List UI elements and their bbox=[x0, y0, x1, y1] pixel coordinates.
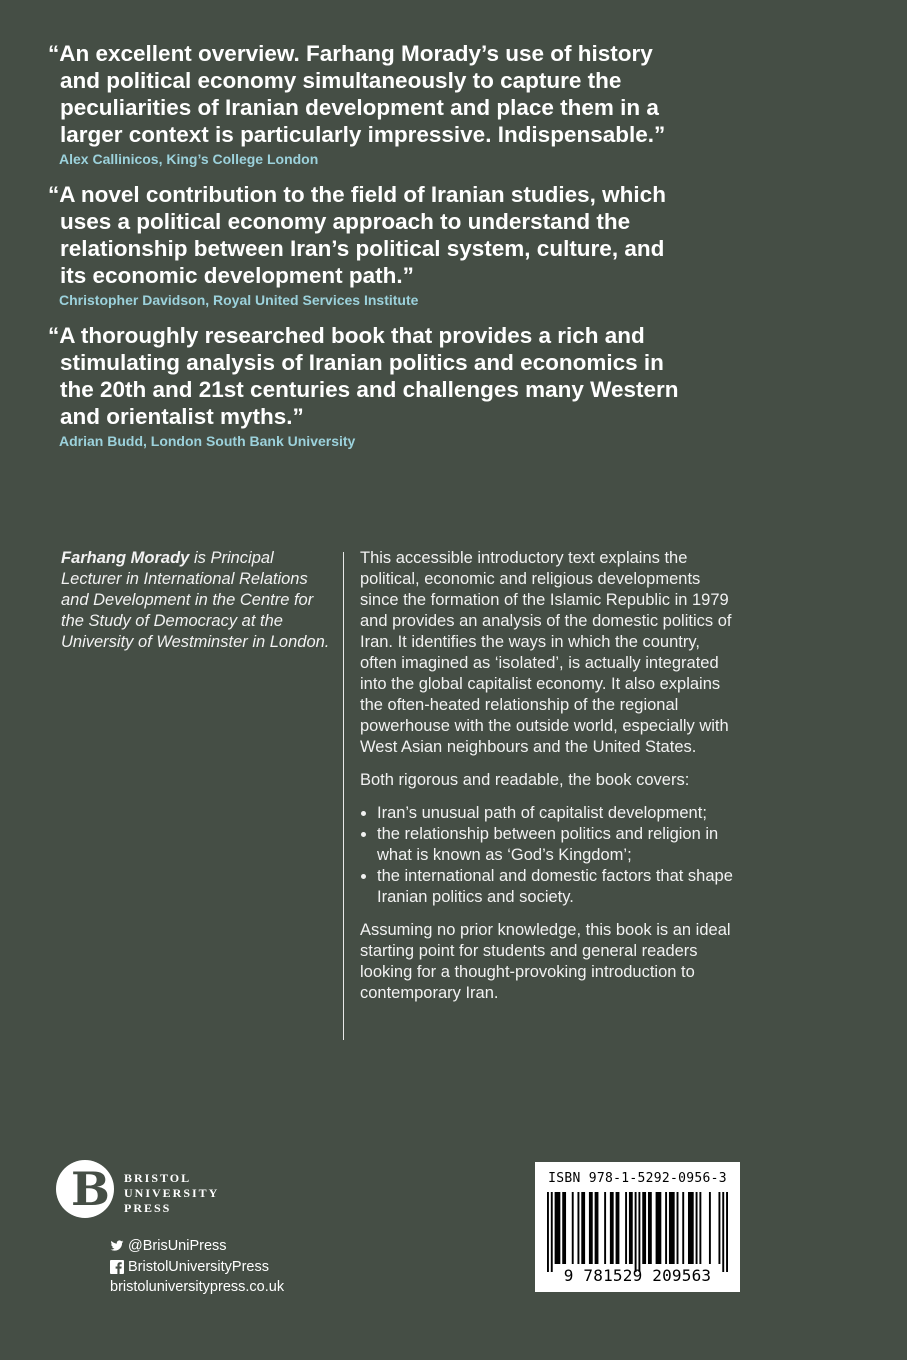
quote-text: “A thoroughly researched book that provides a rich and stimulating analysis of Iranian politics and economics in the 20th and 21st centuries and challenges many Western and orientalist myths.” bbox=[48, 323, 679, 429]
logo-letter: B bbox=[71, 1162, 110, 1216]
barcode-bar bbox=[726, 1192, 728, 1272]
logo-circle-icon bbox=[56, 1160, 114, 1218]
quote-text: “An excellent overview. Farhang Morady’s use of history and political economy simultaneously to capture the peculiarities of Iranian development and place them in a larger context is particularly impressive. Indispensable.” bbox=[48, 41, 666, 147]
twitter-handle-text: @BrisUniPress bbox=[128, 1238, 227, 1254]
barcode-bar bbox=[696, 1192, 698, 1264]
description-covers-lead: Both rigorous and readable, the book covers: bbox=[360, 771, 690, 789]
endorsements bbox=[50, 40, 690, 463]
publisher-name-line: PRESS bbox=[124, 1201, 172, 1215]
quote-attribution: Alex Callinicos, King’s College London bbox=[59, 151, 319, 167]
author-bio-text: is Principal Lecturer in International Relations and Development in the Centre for the Study of Democracy at the University of Westminster in London. bbox=[61, 549, 330, 651]
barcode-bar bbox=[635, 1192, 637, 1272]
barcode-bar bbox=[547, 1192, 549, 1272]
barcode-bar bbox=[682, 1192, 684, 1264]
barcode-bar bbox=[629, 1192, 633, 1264]
column-divider bbox=[343, 552, 344, 1040]
endorsement-quote bbox=[50, 322, 690, 449]
barcode-bar bbox=[589, 1192, 593, 1264]
publisher-name bbox=[124, 1171, 244, 1216]
barcode-bar bbox=[718, 1192, 720, 1264]
barcode-bar bbox=[562, 1192, 566, 1264]
barcode-bar bbox=[581, 1192, 585, 1264]
isbn-barcode bbox=[535, 1162, 740, 1292]
website-link[interactable] bbox=[110, 1277, 284, 1298]
barcode-bar bbox=[642, 1192, 646, 1264]
barcode-bar bbox=[555, 1192, 561, 1264]
endorsement-quote bbox=[50, 40, 690, 167]
author-name: Farhang Morady bbox=[61, 549, 190, 567]
isbn-label: ISBN 978-1-5292-0956-3 bbox=[548, 1171, 727, 1186]
barcode-bar bbox=[604, 1192, 606, 1264]
quote-attribution: Adrian Budd, London South Bank University bbox=[59, 433, 356, 449]
barcode-bar bbox=[709, 1192, 711, 1264]
endorsement-quote bbox=[50, 181, 690, 308]
twitter-bird-icon bbox=[110, 1239, 124, 1253]
barcode-bar bbox=[625, 1192, 627, 1264]
covers-list bbox=[360, 803, 740, 908]
author-bio bbox=[61, 548, 331, 653]
description-closing: Assuming no prior knowledge, this book is an ideal starting point for students and general readers looking for a thought-provoking introduction to contemporary Iran. bbox=[360, 921, 731, 1002]
barcode-bar bbox=[688, 1192, 694, 1264]
publisher-name-line: UNIVERSITY bbox=[124, 1186, 220, 1200]
barcode-bar bbox=[699, 1192, 701, 1264]
barcode-bar bbox=[595, 1192, 599, 1264]
barcode-bar bbox=[616, 1192, 620, 1264]
barcode-bar bbox=[722, 1192, 724, 1272]
facebook-icon bbox=[110, 1260, 124, 1274]
barcode-bar bbox=[577, 1192, 579, 1264]
barcode-bar bbox=[648, 1192, 652, 1264]
barcode-bars bbox=[547, 1192, 728, 1272]
facebook-page-text: BristolUniversityPress bbox=[128, 1258, 269, 1275]
barcode-bar bbox=[677, 1192, 679, 1264]
quote-text: “A novel contribution to the field of Iranian studies, which uses a political economy approach to understand the relationship between Iran’s political system, culture, and its economic development path.” bbox=[48, 182, 666, 288]
quote-attribution: Christopher Davidson, Royal United Services Institute bbox=[59, 292, 419, 308]
barcode-bar bbox=[551, 1192, 553, 1272]
list-item: the international and domestic factors that shape Iranian politics and society. bbox=[360, 866, 740, 908]
barcode-bar bbox=[638, 1192, 640, 1272]
book-description bbox=[360, 548, 740, 1016]
barcode-digits: 9 781529 209563 bbox=[563, 1266, 712, 1285]
list-item: the relationship between politics and religion in what is known as ‘God’s Kingdom’; bbox=[360, 824, 740, 866]
twitter-handle[interactable] bbox=[110, 1236, 284, 1257]
barcode-bar bbox=[610, 1192, 614, 1264]
list-item: Iran’s unusual path of capitalist development; bbox=[360, 803, 740, 824]
website-text: bristoluniversitypress.co.uk bbox=[110, 1279, 285, 1295]
facebook-page[interactable] bbox=[110, 1257, 284, 1278]
barcode-bar bbox=[572, 1192, 574, 1264]
barcode-bar bbox=[656, 1192, 662, 1264]
barcode-bar bbox=[669, 1192, 675, 1264]
publisher-contacts bbox=[110, 1236, 284, 1298]
publisher-name-line: BRISTOL bbox=[124, 1171, 192, 1185]
description-intro: This accessible introductory text explains the political, economic and religious developments since the formation of the Islamic Republic in 1979 and provides an analysis of the domestic politics of Iran. It identifies the ways in which the country, often imagined as ‘isolated’, is actually integrated into the global capitalist economy. It also explains the often-heated relationship of the regional powerhouse with the outside world, especially with West Asian neighbours and the United States. bbox=[360, 549, 732, 756]
barcode-bar bbox=[665, 1192, 667, 1264]
